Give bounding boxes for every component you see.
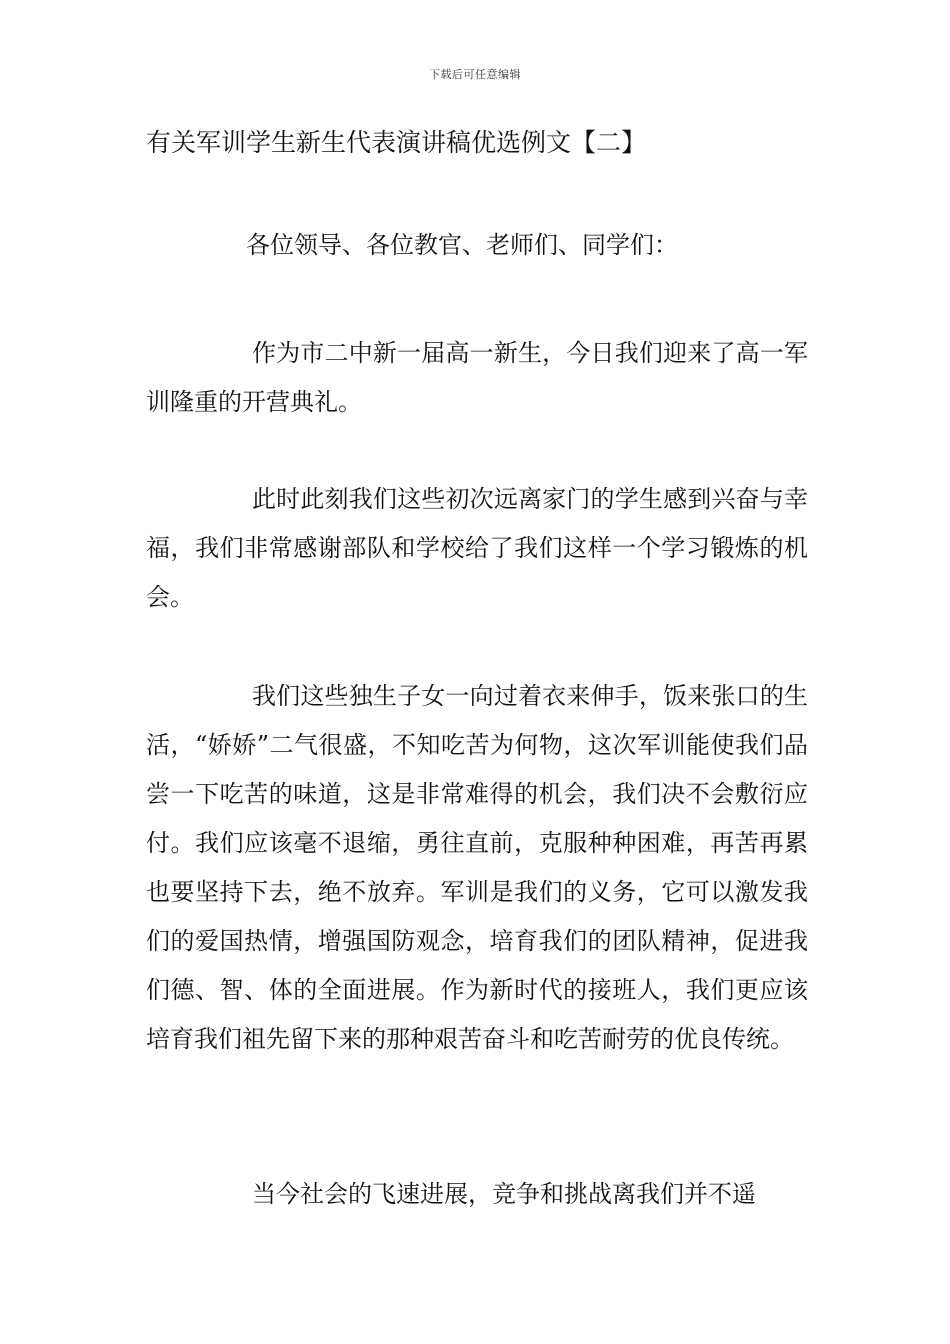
paragraph: 作为市二中新一届高一新生，今日我们迎来了高一军训隆重的开营典礼。	[146, 339, 808, 416]
paragraph: 当今社会的飞速进展，竞争和挑战离我们并不遥	[252, 1180, 756, 1208]
header-note: 下载后可任意编辑	[429, 68, 521, 81]
document-title: 有关军训学生新生代表演讲稿优选例文【二】	[146, 128, 647, 157]
paragraph: 我们这些独生子女一向过着衣来伸手，饭来张口的生活，“娇娇”二气很盛，不知吃苦为何物，这次军训能使我们品尝一下吃苦的味道，这是非常难得的机会，我们决不会敷衍应付。我们应该毫不退缩，勇往直前，克服种种困难，再苦再累也要坚持下去，绝不放弃。军训是我们的义务，它可以激发我们的爱国热情，增强国防观念，培育我们的团队精神，促进我们德、智、体的全面进展。作为新时代的接班人，我们更应该培育我们祖先留下来的那种艰苦奋斗和吃苦耐劳的优良传统。	[146, 682, 808, 1053]
paragraph: 此时此刻我们这些初次远离家门的学生感到兴奋与幸福，我们非常感谢部队和学校给了我们这样一个学习锻炼的机会。	[146, 485, 808, 611]
salutation: 各位领导、各位教官、老师们、同学们：	[246, 231, 678, 259]
